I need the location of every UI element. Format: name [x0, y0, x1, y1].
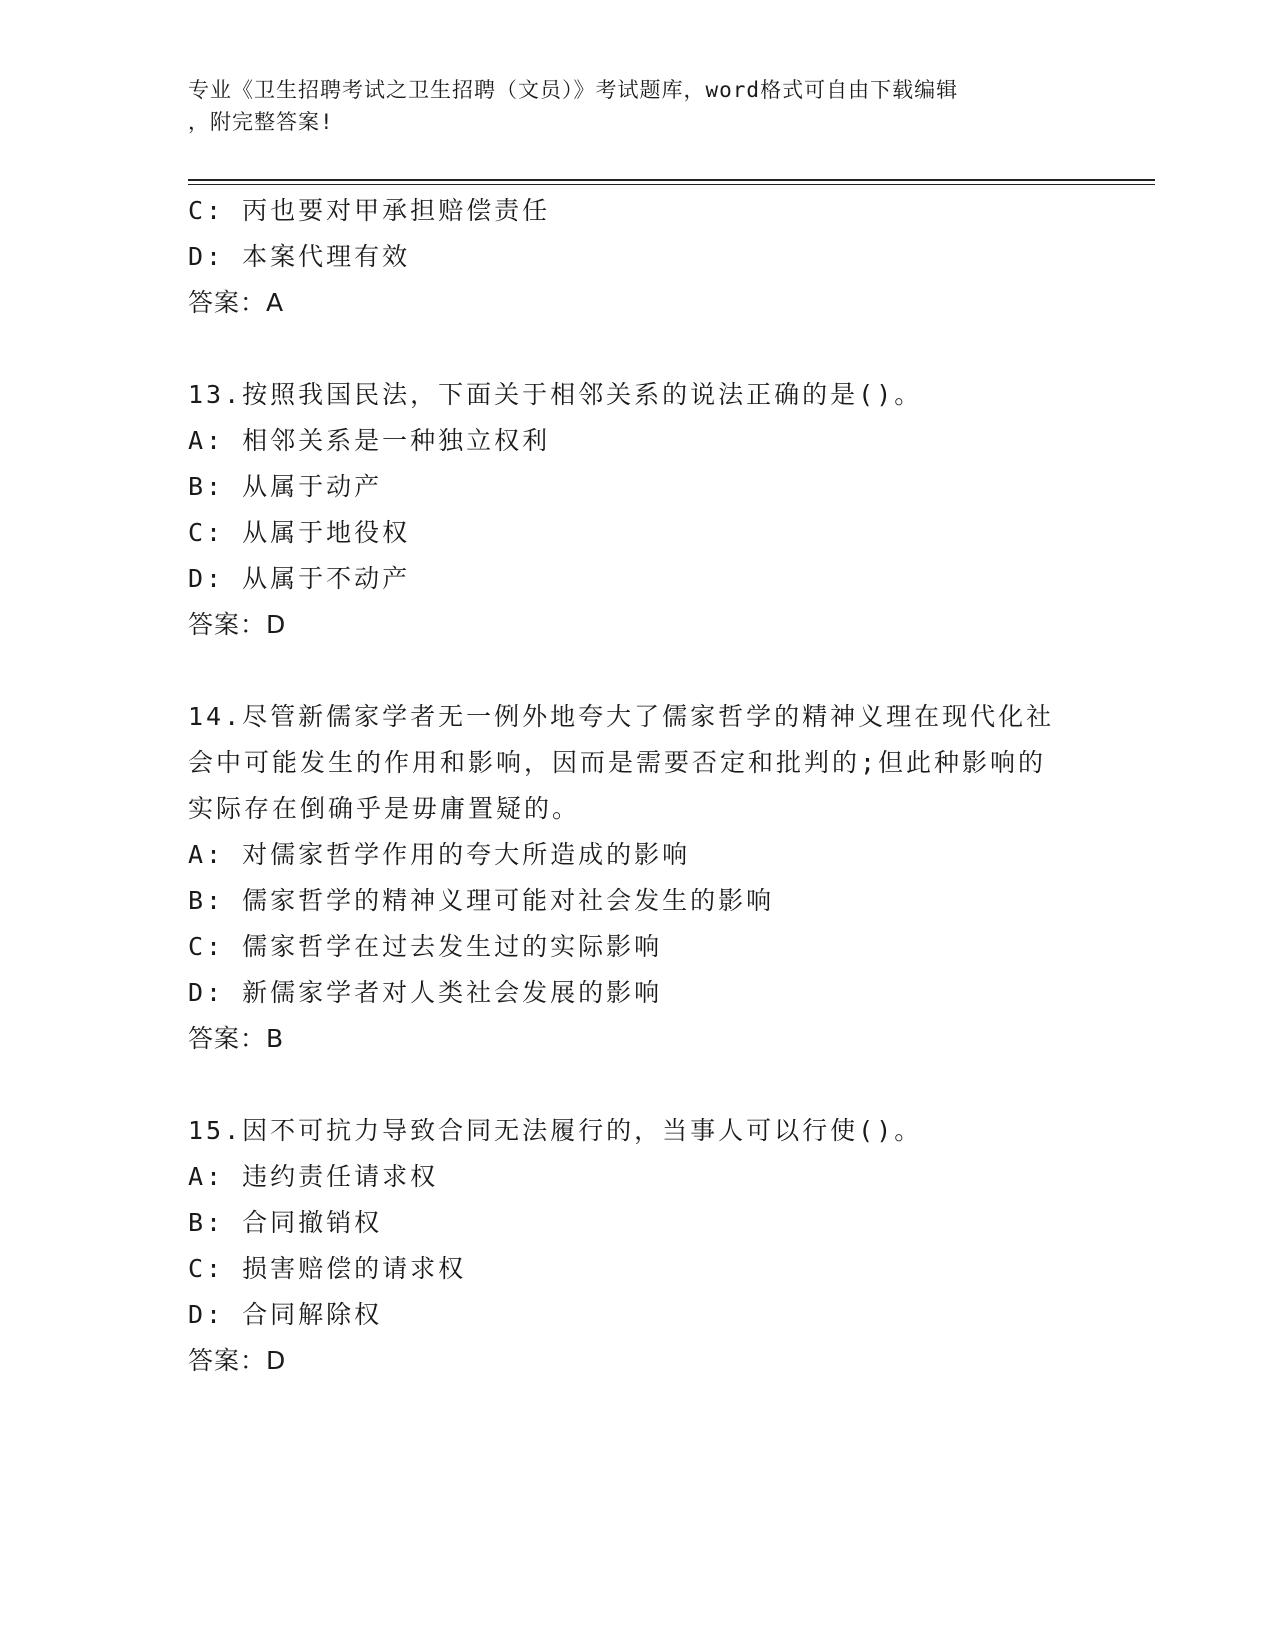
header-line-1: 专业《卫生招聘考试之卫生招聘（文员）》考试题库，word格式可自由下载编辑: [188, 78, 959, 102]
option-a: A: 违约责任请求权: [188, 1162, 439, 1191]
option-a: A: 对儒家哲学作用的夸大所造成的影响: [188, 840, 691, 869]
question-15: [188, 1108, 1088, 1384]
option-c: C: 丙也要对甲承担赔偿责任: [188, 196, 551, 225]
option-b: B: 从属于动产: [188, 472, 383, 501]
question-stem: 15.因不可抗力导致合同无法履行的，当事人可以行使()。: [188, 1116, 923, 1145]
option-c: C: 儒家哲学在过去发生过的实际影响: [188, 932, 663, 961]
question-stem-line-3: 实际存在倒确乎是毋庸置疑的。: [188, 794, 581, 823]
question-14: [188, 694, 1088, 1062]
question-stem-line-1: 14.尽管新儒家学者无一例外地夸大了儒家哲学的精神义理在现代化社: [188, 702, 1055, 731]
answer: 答案：A: [188, 288, 285, 317]
option-a: A: 相邻关系是一种独立权利: [188, 426, 551, 455]
document-header: [188, 74, 1088, 138]
option-b: B: 儒家哲学的精神义理可能对社会发生的影响: [188, 886, 775, 915]
question-list: [188, 188, 1088, 1384]
spacer: [188, 326, 1088, 372]
spacer: [188, 648, 1088, 694]
option-b: B: 合同撤销权: [188, 1208, 383, 1237]
question-13: [188, 372, 1088, 648]
option-c: C: 从属于地役权: [188, 518, 411, 547]
option-d: D: 新儒家学者对人类社会发展的影响: [188, 978, 663, 1007]
option-d: D: 从属于不动产: [188, 564, 411, 593]
answer: 答案：B: [188, 1024, 285, 1053]
header-divider-thin: [188, 184, 1155, 185]
header-line-2: ，附完整答案!: [188, 110, 334, 134]
answer: 答案：D: [188, 1346, 287, 1375]
option-c: C: 损害赔偿的请求权: [188, 1254, 467, 1283]
option-d: D: 合同解除权: [188, 1300, 383, 1329]
question-stem-line-2: 会中可能发生的作用和影响，因而是需要否定和批判的;但此种影响的: [188, 748, 1047, 777]
header-divider-thick: [188, 179, 1155, 181]
spacer: [188, 1062, 1088, 1108]
option-d: D: 本案代理有效: [188, 242, 411, 271]
question-stem: 13.按照我国民法，下面关于相邻关系的说法正确的是()。: [188, 380, 923, 409]
answer: 答案：D: [188, 610, 287, 639]
question-partial: [188, 188, 1088, 326]
